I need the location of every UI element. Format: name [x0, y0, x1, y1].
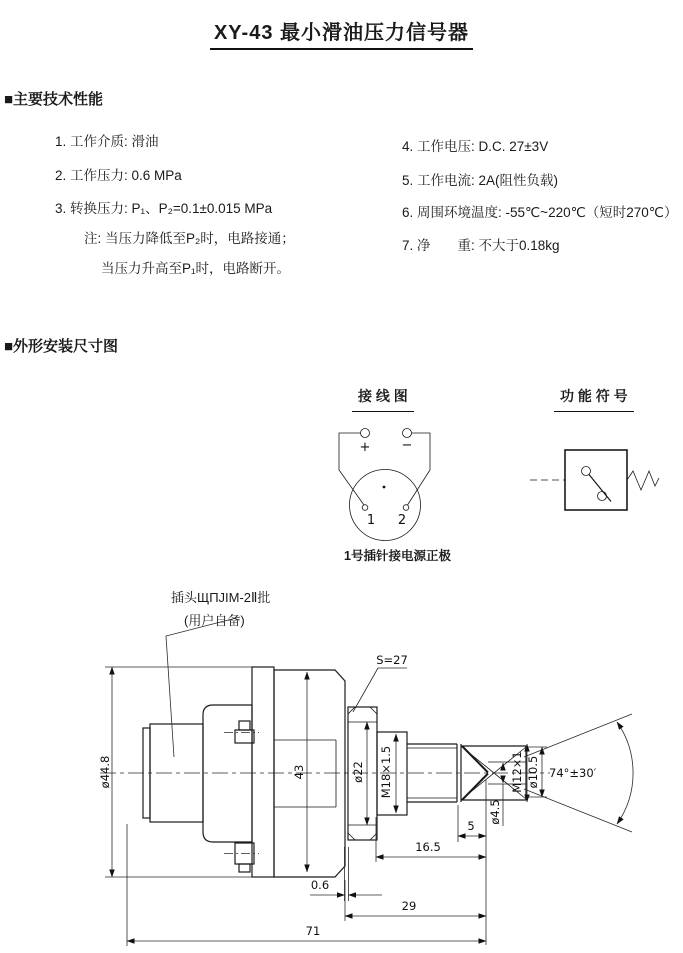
- spec-item-weight: 7. 净 重: 不大于0.18kg: [402, 238, 560, 253]
- housing: [203, 705, 252, 842]
- hex-leader: [353, 668, 407, 712]
- dim-label-tip-len: 5: [467, 819, 475, 833]
- dim-label-thread-main: M18×1.5: [379, 745, 393, 799]
- plug-label-line2: (用户自备): [184, 613, 245, 628]
- spec-item-current: 5. 工作电流: 2A(阻性负载): [402, 173, 559, 188]
- function-symbol: [530, 450, 659, 510]
- spec-note-line1: 注: 当压力降低至P₂时，电路接通；: [84, 231, 295, 246]
- dimension-lines: [98, 617, 633, 946]
- ext-tip-len: [458, 780, 486, 945]
- symbol-box: [565, 450, 627, 510]
- bolt-top-stem: [239, 721, 250, 730]
- spec-item-temperature: 6. 周围环境温度: -55℃~220℃（短时270℃）: [402, 205, 678, 220]
- dim-label-gap: 0.6: [310, 878, 330, 892]
- switch-blade-icon: [589, 475, 611, 502]
- terminal-minus-label: −: [401, 438, 413, 453]
- dim-label-thread-len: 16.5: [415, 840, 441, 854]
- dim-label-cone-angle: 74°±30′: [549, 766, 597, 780]
- dim-label-thread-tip: M12×1: [510, 751, 524, 793]
- flange: [252, 667, 274, 877]
- terminal-minus-icon: [403, 429, 412, 438]
- section-header-specs: ■主要技术性能: [4, 91, 104, 108]
- wiring-diagram: [339, 429, 430, 541]
- cone-angle-arc: [617, 722, 633, 824]
- page-title: XY-43 最小滑油压力信号器: [210, 16, 473, 50]
- switch-contact-icon: [598, 492, 607, 501]
- pin-1-label: 1: [366, 513, 376, 528]
- dim-label-body-dia: 43: [292, 764, 306, 780]
- device-outline: [143, 667, 526, 877]
- bolt-top-head: [235, 730, 254, 743]
- spec-item-medium: 1. 工作介质: 滑油: [55, 134, 159, 149]
- key-dot-icon: [383, 486, 386, 489]
- main-body: [274, 670, 345, 877]
- spec-item-pressure: 2. 工作压力: 0.6 MPa: [55, 168, 182, 183]
- technical-drawing-canvas: [0, 380, 683, 953]
- dim-label-plug-dia: ø44.8: [98, 755, 112, 789]
- terminal-plus-label: +: [359, 440, 371, 455]
- function-symbol-title: 功 能 符 号: [554, 386, 634, 412]
- switch-pivot-icon: [582, 467, 591, 476]
- pin-2-label: 2: [397, 513, 407, 528]
- dim-label-hex: S=27: [376, 653, 408, 667]
- pin-1-icon: [362, 505, 368, 511]
- dim-label-bore-dia: ø4.5: [488, 799, 502, 825]
- bolt-bottom-stem: [239, 864, 250, 872]
- spring-icon: [627, 471, 659, 490]
- wiring-diagram-title: 接 线 图: [352, 386, 414, 412]
- section-header-dimensions: ■外形安装尺寸图: [4, 338, 119, 355]
- connector-face: [350, 470, 421, 541]
- dim-label-stem-len: 29: [401, 899, 417, 913]
- spec-item-voltage: 4. 工作电压: D.C. 27±3V: [402, 139, 549, 154]
- wiring-caption: 1号插针接电源正极: [344, 549, 451, 563]
- spec-item-switch-pressure: 3. 转换压力: P₁、P₂=0.1±0.015 MPa: [55, 201, 273, 216]
- dim-label-tip-dia: ø10.5: [526, 755, 540, 789]
- spec-note-line2: 当压力升高至P₁时，电路断开。: [101, 261, 291, 276]
- dim-label-total-len: 71: [305, 924, 321, 938]
- pin-2-icon: [403, 505, 409, 511]
- terminal-plus-icon: [361, 429, 370, 438]
- plug-label-line1: 插头ЩПJIM-2Ⅱ批: [171, 590, 271, 605]
- dim-label-collar-dia: ø22: [351, 761, 365, 783]
